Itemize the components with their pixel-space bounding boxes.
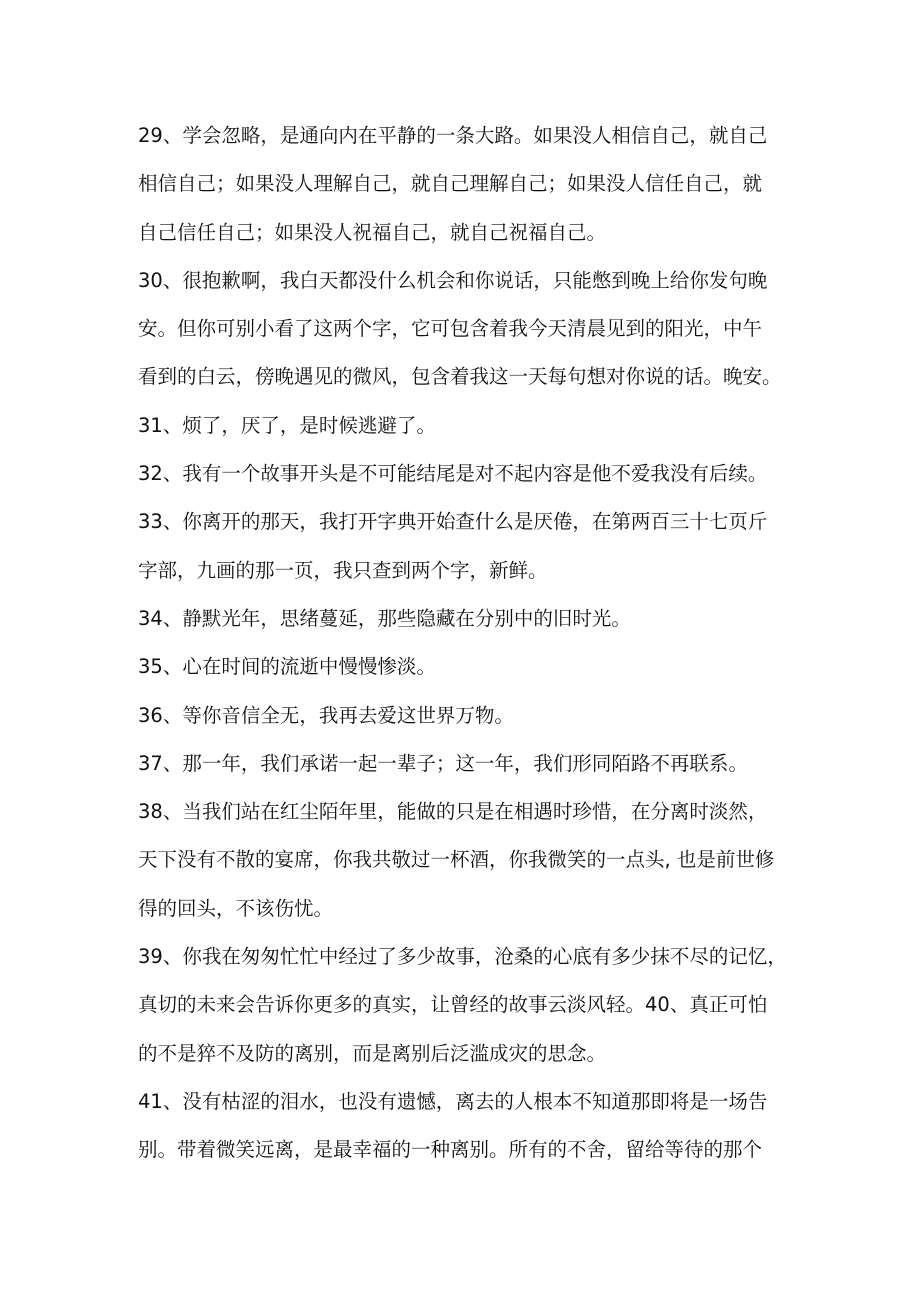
paragraph-32 <box>138 450 798 498</box>
text-line: 真切的未来会告诉你更多的真实，让曾经的故事云淡风轻。40、真正可怕 <box>138 993 768 1017</box>
text-line: 30、很抱歉啊，我白天都没什么机会和你说话，只能憋到晚上给你发句晚 <box>138 268 768 292</box>
text-line: 相信自己；如果没人理解自己，就自己理解自己；如果没人信任自己，就 <box>138 172 763 196</box>
paragraph-39 <box>138 933 798 1078</box>
text-line: 31、烦了，厌了，是时候逃避了。 <box>138 413 436 437</box>
paragraph-41 <box>138 1078 798 1175</box>
text-line: 34、静默光年，思绪蔓延，那些隐藏在分别中的旧时光。 <box>138 606 631 630</box>
text-line: 得的回头，不该伤忧。 <box>138 896 334 920</box>
text-line: 的不是猝不及防的离别，而是离别后泛滥成灾的思念。 <box>138 1041 607 1065</box>
text-line: 字部，九画的那一页，我只查到两个字，新鲜。 <box>138 558 548 582</box>
text-line: 32、我有一个故事开头是不可能结尾是对不起内容是他不爱我没有后续。 <box>138 462 768 486</box>
text-line: 35、心在时间的流逝中慢慢惨淡。 <box>138 655 436 679</box>
paragraph-30 <box>138 257 798 402</box>
text-line: 36、等你音信全无，我再去爱这世界万物。 <box>138 703 514 727</box>
text-line: 33、你离开的那天，我打开字典开始查什么是厌倦，在第两百三十七页斤 <box>138 510 768 534</box>
text-line: 29、学会忽略，是通向内在平静的一条大路。如果没人相信自己，就自己 <box>138 124 768 147</box>
paragraph-38 <box>138 788 798 933</box>
paragraph-37 <box>138 740 798 788</box>
paragraph-36 <box>138 692 798 740</box>
text-line: 自己信任自己；如果没人祝福自己，就自己祝福自己。 <box>138 220 607 244</box>
text-line: 39、你我在匆匆忙忙中经过了多少故事，沧桑的心底有多少抹不尽的记忆， <box>138 945 787 969</box>
paragraph-33 <box>138 498 798 595</box>
text-line: 看到的白云，傍晚遇见的微风，包含着我这一天每句想对你说的话。晚安。 <box>138 365 782 389</box>
text-line: 安。但你可别小看了这两个字，它可包含着我今天清晨见到的阳光，中午 <box>138 317 763 341</box>
paragraph-31 <box>138 402 798 450</box>
text-line: 天下没有不散的宴席，你我共敬过一杯酒，你我微笑的一点头, 也是前世修 <box>138 848 775 872</box>
text-line: 41、没有枯涩的泪水，也没有遗憾，离去的人根本不知道那即将是一场告 <box>138 1089 768 1113</box>
paragraph-34 <box>138 595 798 643</box>
text-line: 38、当我们站在红尘陌年里，能做的只是在相遇时珍惜，在分离时淡然， <box>138 800 768 824</box>
text-line: 别。带着微笑远离，是最幸福的一种离别。所有的不舍，留给等待的那个 <box>138 1138 763 1162</box>
paragraph-29 <box>138 112 798 257</box>
document-body <box>138 112 798 1175</box>
text-line: 37、那一年，我们承诺一起一辈子；这一年，我们形同陌路不再联系。 <box>138 751 748 775</box>
paragraph-35 <box>138 643 798 691</box>
